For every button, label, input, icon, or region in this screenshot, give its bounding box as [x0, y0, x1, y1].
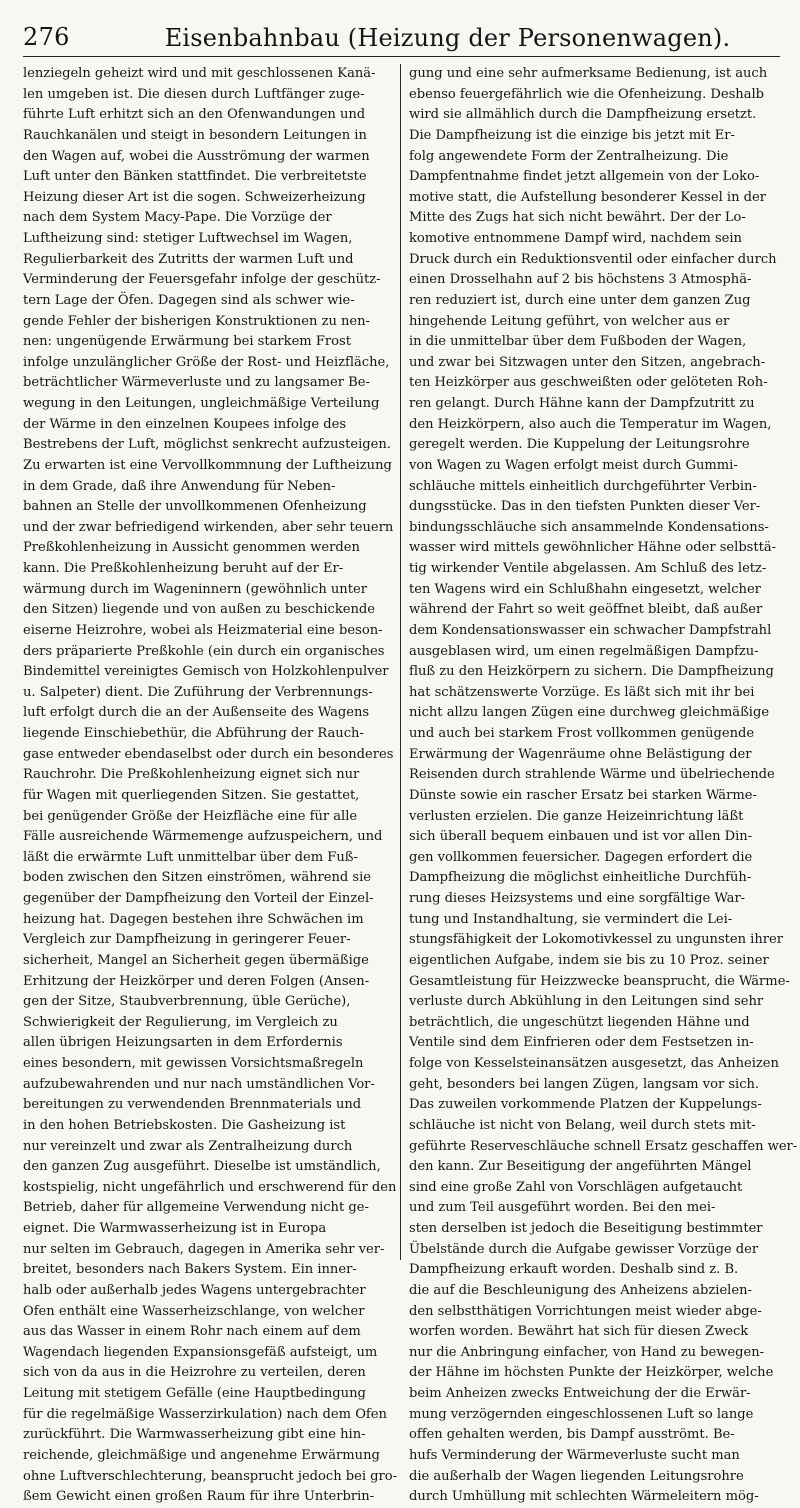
text-line: während der Fahrt so weit geöffnet bleibt, daß außer — [409, 602, 763, 618]
text-line: Gesamtleistung für Heizzwecke beansprucht, die Wärme- — [409, 973, 790, 989]
text-line: heizung hat. Dagegen bestehen ihre Schwächen im — [23, 911, 364, 927]
left-text-column — [23, 64, 398, 1505]
text-line: in dem Grade, daß ihre Anwendung für Neben- — [23, 478, 336, 494]
text-line: Verminderung der Feuersgefahr infolge der geschütz- — [23, 272, 381, 288]
text-line: von Wagen zu Wagen erfolgt meist durch Gummi- — [409, 457, 738, 473]
text-line: beim Anheizen zwecks Entweichung der die Erwär- — [409, 1386, 751, 1401]
column-divider — [400, 64, 401, 1260]
text-line: tern Lage der Öfen. Dagegen sind als schwer wie- — [23, 292, 355, 308]
text-line: u. Salpeter) dient. Die Zuführung der Verbrennungs- — [23, 684, 373, 700]
text-line: die auf die Beschleunigung des Anheizens abzielen- — [409, 1282, 752, 1298]
text-line: den kann. Zur Beseitigung der angeführten Mängel — [409, 1159, 752, 1175]
text-line: nur selten im Gebrauch, dagegen in Amerika sehr ver- — [23, 1241, 385, 1257]
text-line: schläuche mittels einheitlich durchgeführter Verbin- — [409, 478, 757, 494]
text-line: dungsstücke. Das in den tiefsten Punkten dieser Ver- — [409, 499, 761, 515]
text-line: bahnen an Stelle der unvollkommenen Ofenheizung — [23, 499, 367, 515]
text-line: halb oder außerhalb jedes Wagens untergebrachter — [23, 1282, 366, 1298]
text-line: eines besondern, mit gewissen Vorsichtsmaßregeln — [23, 1056, 364, 1071]
two-column-text — [23, 64, 798, 1505]
text-line: stungsfähigkeit der Lokomotivkessel zu ungunsten ihrer — [409, 932, 783, 948]
text-line: gen vollkommen feuersicher. Dagegen erfordert die — [409, 849, 753, 865]
text-line: sicherheit, Mangel an Sicherheit gegen übermäßige — [23, 952, 369, 968]
text-line: geregelt werden. Die Kuppelung der Leitungsrohre — [409, 437, 750, 453]
text-line: Betrieb, daher für allgemeine Verwendung nicht ge- — [23, 1200, 369, 1216]
text-line: den selbstthätigen Vorrichtungen meist wieder abge- — [409, 1303, 762, 1319]
text-line: hingehende Leitung geführt, von welcher aus er — [409, 313, 730, 329]
text-line: Rauchrohr. Die Preßkohlenheizung eignet sich nur — [23, 767, 360, 783]
text-line: schläuche ist nicht von Belang, weil durch stets mit- — [409, 1117, 756, 1133]
text-line: bereitungen zu verwendenden Brennmaterials und — [23, 1097, 362, 1113]
text-line: hat schätzenswerte Vorzüge. Es läßt sich mit ihr bei — [409, 684, 755, 700]
text-line: allen übrigen Heizungsarten in dem Erfordernis — [23, 1035, 343, 1051]
text-line: einen Drosselhahn auf 2 bis höchstens 3 Atmosphä- — [409, 272, 752, 288]
text-line: Mitte des Zugs hat sich nicht bewährt. Der der Lo- — [409, 210, 746, 226]
running-title: Eisenbahnbau (Heizung der Personenwagen). — [164, 24, 731, 52]
text-line: ßem Gewicht einen großen Raum für ihre Unterbrin- — [23, 1489, 375, 1505]
text-line: aus das Wasser in einem Rohr nach einem auf dem — [23, 1324, 361, 1340]
text-line: liegende Einschiebethür, die Abführung der Rauch- — [23, 726, 364, 741]
text-line: sten derselben ist jedoch die Beseitigung bestimmter — [409, 1221, 763, 1236]
text-line: den ganzen Zug ausgeführt. Dieselbe ist umständlich, — [23, 1159, 381, 1175]
page-header — [23, 10, 780, 57]
text-line: gung und eine sehr aufmerksame Bedienung, ist auch — [409, 66, 768, 81]
text-line: sich überall bequem einbauen und ist vor allen Din- — [409, 829, 753, 845]
text-line: Luftheizung sind: stetiger Luftwechsel im Wagen, — [23, 231, 353, 246]
text-line: nach dem System Macy-Pape. Die Vorzüge der — [23, 210, 332, 226]
text-line: kann. Die Preßkohlenheizung beruht auf der Er- — [23, 561, 344, 576]
text-line: Vergleich zur Dampfheizung in geringerer Feuer- — [23, 932, 351, 948]
text-line: kostspielig, nicht ungefährlich und erschwerend für den — [23, 1179, 397, 1195]
text-line: dem Kondensationswasser ein schwacher Dampfstrahl — [409, 622, 772, 638]
text-line: Heizung dieser Art ist die sogen. Schweizerheizung — [23, 189, 366, 205]
text-line: durch Umhüllung mit schlechten Wärmeleitern mög- — [409, 1489, 759, 1505]
text-line: Übelstände durch die Aufgabe gewisser Vorzüge der — [409, 1241, 759, 1257]
text-line: bindungsschläuche sich ansammelnde Kondensations- — [409, 519, 769, 535]
right-text-column — [409, 64, 798, 1505]
text-line: und der zwar befriedigend wirkenden, aber sehr teuern — [23, 519, 394, 535]
text-line: len umgeben ist. Die diesen durch Luftfänger zuge- — [23, 86, 365, 102]
text-line: fluß zu den Heizkörpern zu sichern. Die Dampfheizung — [409, 664, 774, 680]
text-line: Zu erwarten ist eine Vervollkommnung der Luftheizung — [23, 457, 392, 473]
text-line: nicht allzu langen Zügen eine durchweg gleichmäßige — [409, 705, 770, 721]
text-line: läßt die erwärmte Luft unmittelbar über dem Fuß- — [23, 849, 358, 865]
text-line: gase entweder ebendaselbst oder durch ein besonderes — [23, 746, 394, 762]
text-line: Ofen enthält eine Wasserheizschlange, von welcher — [23, 1303, 365, 1319]
text-line: ren gelangt. Durch Hähne kann der Dampfzutritt zu — [409, 396, 755, 411]
text-line: der Hähne im höchsten Punkte der Heizkörper, welche — [409, 1365, 774, 1381]
text-line: infolge unzulänglicher Größe der Rost- und Heizfläche, — [23, 354, 390, 370]
text-line: ohne Luftverschlechterung, beansprucht jedoch bei gro- — [23, 1468, 398, 1484]
text-line: verlusten erzielen. Die ganze Heizeinrichtung läßt — [409, 808, 744, 824]
text-line: rung dieses Heizsystems und eine sorgfältige War- — [409, 891, 746, 906]
text-line: den Wagen auf, wobei die Ausströmung der warmen — [23, 148, 370, 164]
text-line: mung verzögernden eingeschlossenen Luft so lange — [409, 1406, 754, 1422]
text-line: tung und Instandhaltung, sie vermindert die Lei- — [409, 911, 733, 927]
text-line: motive statt, die Aufstellung besonderer Kessel in der — [409, 189, 766, 205]
text-line: ebenso feuergefährlich wie die Ofenheizung. Deshalb — [409, 86, 765, 102]
text-line: folge von Kesselsteinansätzen ausgesetzt, das Anheizen — [409, 1056, 779, 1071]
text-line: gegenüber der Dampfheizung den Vorteil der Einzel- — [23, 891, 374, 906]
text-line: tig wirkender Ventile abgelassen. Am Schluß des letz- — [409, 561, 767, 576]
text-line: Preßkohlenheizung in Aussicht genommen werden — [23, 540, 360, 556]
text-line: Reisenden durch strahlende Wärme und übelriechende — [409, 767, 775, 783]
text-line: beträchtlicher Wärmeverluste und zu langsamer Be- — [23, 375, 370, 391]
text-line: Wagendach liegenden Expansionsgefäß aufsteigt, um — [23, 1344, 378, 1360]
text-line: verluste durch Abkühlung in den Leitungen sind sehr — [409, 994, 764, 1010]
text-line: Erwärmung der Wagenräume ohne Belästigung der — [409, 746, 752, 762]
text-line: Erhitzung der Heizkörper und deren Folgen (Ansen- — [23, 973, 370, 989]
text-line: beträchtlich, die ungeschützt liegenden Hähne und — [409, 1014, 750, 1030]
text-line: Dünste sowie ein rascher Ersatz bei starken Wärme- — [409, 787, 757, 803]
text-line: den Sitzen) liegende und von außen zu beschickende — [23, 602, 375, 618]
text-line: folg angewendete Form der Zentralheizung. Die — [409, 148, 729, 164]
text-line: Druck durch ein Reduktionsventil oder einfacher durch — [409, 251, 777, 267]
text-line: in die unmittelbar über dem Fußboden der Wagen, — [409, 334, 747, 350]
text-line: hufs Verminderung der Wärmeverluste sucht man — [409, 1447, 740, 1463]
text-line: bei genügender Größe der Heizfläche eine für alle — [23, 808, 358, 824]
text-line: Dampfentnahme findet jetzt allgemein von der Loko- — [409, 169, 760, 185]
text-line: der Wärme in den einzelnen Koupees infolge des — [23, 416, 347, 432]
text-line: Ventile sind dem Einfrieren oder dem Festsetzen in- — [409, 1035, 754, 1051]
text-line: zurückführt. Die Warmwasserheizung gibt eine hin- — [23, 1427, 366, 1443]
text-line: luft erfolgt durch die an der Außenseite des Wagens — [23, 705, 370, 721]
text-line: ten Heizkörper aus geschweißten oder gelöteten Roh- — [409, 375, 768, 391]
text-line: Rauchkanälen und steigt in besondern Leitungen in — [23, 127, 367, 143]
text-line: sind eine große Zahl von Vorschlägen aufgetaucht — [409, 1179, 743, 1195]
text-line: wasser wird mittels gewöhnlicher Hähne oder selbsttä- — [409, 540, 777, 556]
text-line: nen: ungenügende Erwärmung bei starkem Frost — [23, 334, 351, 350]
text-line: eignet. Die Warmwasserheizung ist in Europa — [23, 1221, 327, 1236]
text-line: komotive entnommene Dampf wird, nachdem sein — [409, 231, 742, 246]
text-line: ausgeblasen wird, um einen regelmäßigen Dampfzu- — [409, 643, 759, 659]
text-line: ders präparierte Preßkohle (ein durch ein organisches — [23, 643, 385, 659]
text-line: gen der Sitze, Staubverbrennung, üble Gerüche), — [23, 994, 351, 1010]
text-line: Luft unter den Bänken stattfindet. Die verbreitetste — [23, 169, 367, 185]
book-page — [23, 10, 798, 1505]
text-line: Schwierigkeit der Regulierung, im Vergleich zu — [23, 1014, 338, 1030]
text-line: Fälle ausreichende Wärmemenge aufzuspeichern, und — [23, 829, 383, 845]
text-line: geht, besonders bei langen Zügen, langsam vor sich. — [409, 1076, 760, 1092]
text-line: Dampfheizung die möglichst einheitliche Durchfüh- — [409, 870, 752, 886]
text-line: und zum Teil ausgeführt worden. Bei den mei- — [409, 1200, 716, 1216]
text-line: Dampfheizung erkauft worden. Deshalb sind z. B. — [409, 1262, 739, 1278]
text-line: führte Luft erhitzt sich an den Ofenwandungen und — [23, 107, 366, 123]
text-line: boden zwischen den Sitzen einströmen, während sie — [23, 870, 372, 886]
text-line: wird sie allmählich durch die Dampfheizung ersetzt. — [409, 107, 757, 123]
text-line: ren reduziert ist, durch eine unter dem ganzen Zug — [409, 292, 751, 308]
text-line: offen gehalten werden, bis Dampf ausströmt. Be- — [409, 1427, 735, 1443]
text-line: reichende, gleichmäßige und angenehme Erwärmung — [23, 1447, 380, 1463]
text-line: und auch bei starkem Frost vollkommen genügende — [409, 726, 755, 741]
text-line: Bestrebens der Luft, möglichst senkrecht aufzusteigen. — [23, 437, 391, 453]
text-line: die außerhalb der Wagen liegenden Leitungsrohre — [409, 1468, 744, 1484]
text-line: und zwar bei Sitzwagen unter den Sitzen, angebrach- — [409, 354, 766, 370]
text-line: Regulierbarkeit des Zutritts der warmen Luft und — [23, 251, 354, 267]
text-line: nur die Anbringung einfacher, von Hand zu bewegen- — [409, 1344, 765, 1360]
text-line: worfen worden. Bewährt hat sich für diesen Zweck — [409, 1324, 749, 1340]
text-line: lenziegeln geheizt wird und mit geschlossenen Kanä- — [23, 66, 376, 81]
text-line: für Wagen mit querliegenden Sitzen. Sie gestattet, — [23, 787, 360, 803]
text-line: Die Dampfheizung ist die einzige bis jetzt mit Er- — [409, 127, 735, 143]
text-line: wegung in den Leitungen, ungleichmäßige Verteilung — [23, 396, 380, 411]
text-line: für die regelmäßige Wasserzirkulation) nach dem Ofen — [23, 1406, 387, 1422]
text-line: Bindemittel vereinigtes Gemisch von Holzkohlenpulver — [23, 664, 389, 680]
text-line: Das zuweilen vorkommende Platzen der Kuppelungs- — [409, 1097, 762, 1113]
text-line: nur vereinzelt und zwar als Zentralheizung durch — [23, 1138, 353, 1154]
text-line: ten Wagens wird ein Schlußhahn eingesetzt, welcher — [409, 581, 761, 597]
text-line: aufzubewahrenden und nur nach umständlichen Vor- — [23, 1076, 375, 1092]
text-line: den Heizkörpern, also auch die Temperatur im Wagen, — [409, 416, 772, 432]
text-line: sich von da aus in die Heizrohre zu verteilen, deren — [23, 1365, 366, 1381]
text-line: eiserne Heizrohre, wobei als Heizmaterial eine beson- — [23, 622, 383, 638]
text-line: breitet, besonders nach Bakers System. Ein inner- — [23, 1262, 357, 1278]
text-line: Leitung mit stetigem Gefälle (eine Hauptbedingung — [23, 1386, 366, 1401]
text-line: wärmung durch im Wageninnern (gewöhnlich unter — [23, 581, 367, 597]
text-line: in den hohen Betriebskosten. Die Gasheizung ist — [23, 1117, 346, 1133]
page-number: 276 — [23, 23, 70, 51]
text-line: eigentlichen Aufgabe, indem sie bis zu 10 Proz. seiner — [409, 952, 769, 968]
text-line: gende Fehler der bisherigen Konstruktionen zu nen- — [23, 313, 370, 329]
text-line: geführte Reserveschläuche schnell Ersatz geschaffen wer- — [409, 1138, 798, 1154]
